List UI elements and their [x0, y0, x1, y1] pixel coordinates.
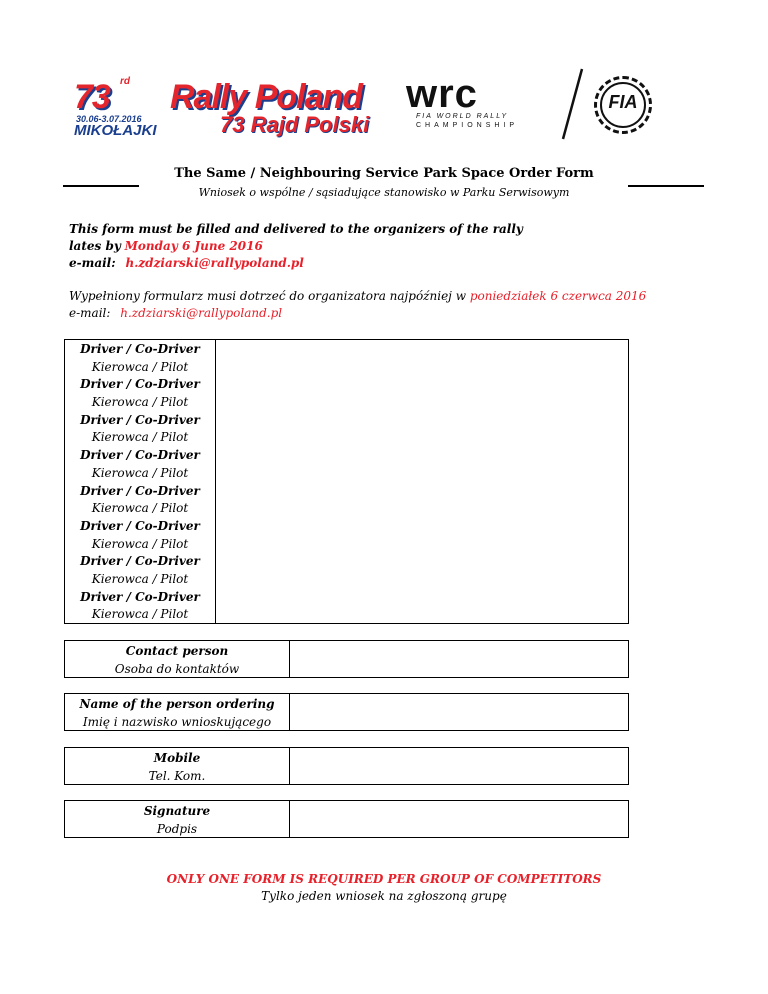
instructions-pl-text: Wypełniony formularz musi dotrzeć do organizatora najpóźniej w	[69, 289, 466, 303]
instructions-en-deadline	[69, 238, 263, 255]
contact-person-field	[64, 640, 629, 678]
footer-notice-pl: Tylko jeden wniosek na zgłoszoną grupę	[261, 889, 507, 903]
driver-row	[65, 517, 215, 552]
instructions-pl-deadline: poniedziałek 6 czerwca 2016	[469, 289, 647, 303]
drivers-table	[64, 339, 629, 624]
driver-row	[65, 375, 215, 410]
email-link-pl[interactable]: h.zdziarski@rallypoland.pl	[120, 306, 283, 320]
wrc-line1: FIA WORLD RALLY	[416, 113, 509, 120]
driver-row	[65, 411, 215, 446]
driver-label-pl: Kierowca / Pilot	[91, 430, 189, 445]
driver-row	[65, 552, 215, 587]
orderer-name-input[interactable]	[290, 694, 628, 730]
mobile-label	[65, 748, 290, 784]
signature-field	[64, 800, 629, 838]
driver-row	[65, 482, 215, 517]
orderer-name-label	[65, 694, 290, 730]
mobile-label-en: Mobile	[153, 751, 201, 765]
drivers-label-column	[65, 340, 216, 623]
contact-person-input[interactable]	[290, 641, 628, 677]
driver-label-pl: Kierowca / Pilot	[91, 465, 189, 480]
driver-label-pl: Kierowca / Pilot	[91, 571, 189, 586]
rally-number: 73	[74, 78, 110, 116]
drivers-input-cell[interactable]	[216, 340, 628, 623]
orderer-name-label-pl: Imię i nazwisko wnioskującego	[82, 715, 272, 729]
email-prefix-pl: e-mail:	[69, 306, 111, 320]
rally-poland-logo	[74, 74, 394, 138]
fia-mark: FIA	[608, 92, 638, 112]
driver-label-en: Driver / Co-Driver	[80, 412, 200, 427]
orderer-name-field	[64, 693, 629, 731]
footer-notice-en: ONLY ONE FORM IS REQUIRED PER GROUP OF COMPETITORS	[166, 872, 602, 886]
signature-label-pl: Podpis	[156, 822, 198, 836]
instructions-pl-line1	[69, 288, 646, 305]
driver-label-en: Driver / Co-Driver	[80, 342, 200, 356]
driver-row	[65, 340, 215, 375]
rally-name: Rally Poland	[170, 78, 363, 116]
driver-label-pl: Kierowca / Pilot	[91, 501, 189, 516]
rally-polish-name: 73 Rajd Polski	[220, 112, 370, 137]
driver-label-pl: Kierowca / Pilot	[91, 394, 189, 409]
wrc-logo	[404, 72, 544, 132]
signature-label	[65, 801, 290, 837]
rally-ordinal: rd	[120, 76, 130, 87]
rally-dates: 30.06-3.07.2016	[76, 114, 142, 124]
signature-input[interactable]	[290, 801, 628, 837]
contact-person-label-pl: Osoba do kontaktów	[114, 662, 240, 676]
driver-row	[65, 446, 215, 481]
logo-divider	[560, 68, 584, 140]
email-prefix: e-mail:	[69, 256, 116, 270]
deadline-prefix: lates by	[69, 239, 121, 253]
contact-person-label-en: Contact person	[125, 644, 229, 658]
contact-person-label	[65, 641, 290, 677]
driver-row	[65, 588, 215, 623]
driver-label-en: Driver / Co-Driver	[80, 519, 200, 533]
signature-label-en: Signature	[143, 804, 211, 818]
driver-label-en: Driver / Co-Driver	[80, 554, 200, 569]
instructions-en-email	[69, 255, 304, 272]
form-title: The Same / Neighbouring Service Park Space Order Form	[174, 166, 594, 181]
fia-logo	[594, 76, 658, 140]
mobile-label-pl: Tel. Kom.	[148, 769, 206, 783]
wrc-line2: CHAMPIONSHIP	[416, 122, 519, 129]
driver-label-pl: Kierowca / Pilot	[91, 359, 189, 374]
driver-label-en: Driver / Co-Driver	[80, 483, 200, 498]
email-link[interactable]: h.zdziarski@rallypoland.pl	[125, 256, 304, 270]
form-subtitle: Wniosek o wspólne / sąsiadujące stanowisko w Parku Serwisowym	[198, 186, 570, 199]
driver-label-pl: Kierowca / Pilot	[91, 536, 189, 551]
wrc-mark: wrc	[406, 72, 478, 116]
mobile-field	[64, 747, 629, 785]
instructions-en-line1: This form must be filled and delivered to the organizers of the rally	[69, 222, 523, 236]
driver-label-pl: Kierowca / Pilot	[91, 607, 189, 622]
orderer-name-label-en: Name of the person ordering	[79, 697, 275, 711]
instructions-pl-email	[69, 305, 282, 322]
mobile-input[interactable]	[290, 748, 628, 784]
deadline-date: Monday 6 June 2016	[124, 239, 263, 253]
driver-label-en: Driver / Co-Driver	[80, 377, 200, 392]
driver-label-en: Driver / Co-Driver	[80, 448, 200, 463]
rally-city: MIKOŁAJKI	[74, 122, 157, 139]
driver-label-en: Driver / Co-Driver	[80, 589, 200, 604]
